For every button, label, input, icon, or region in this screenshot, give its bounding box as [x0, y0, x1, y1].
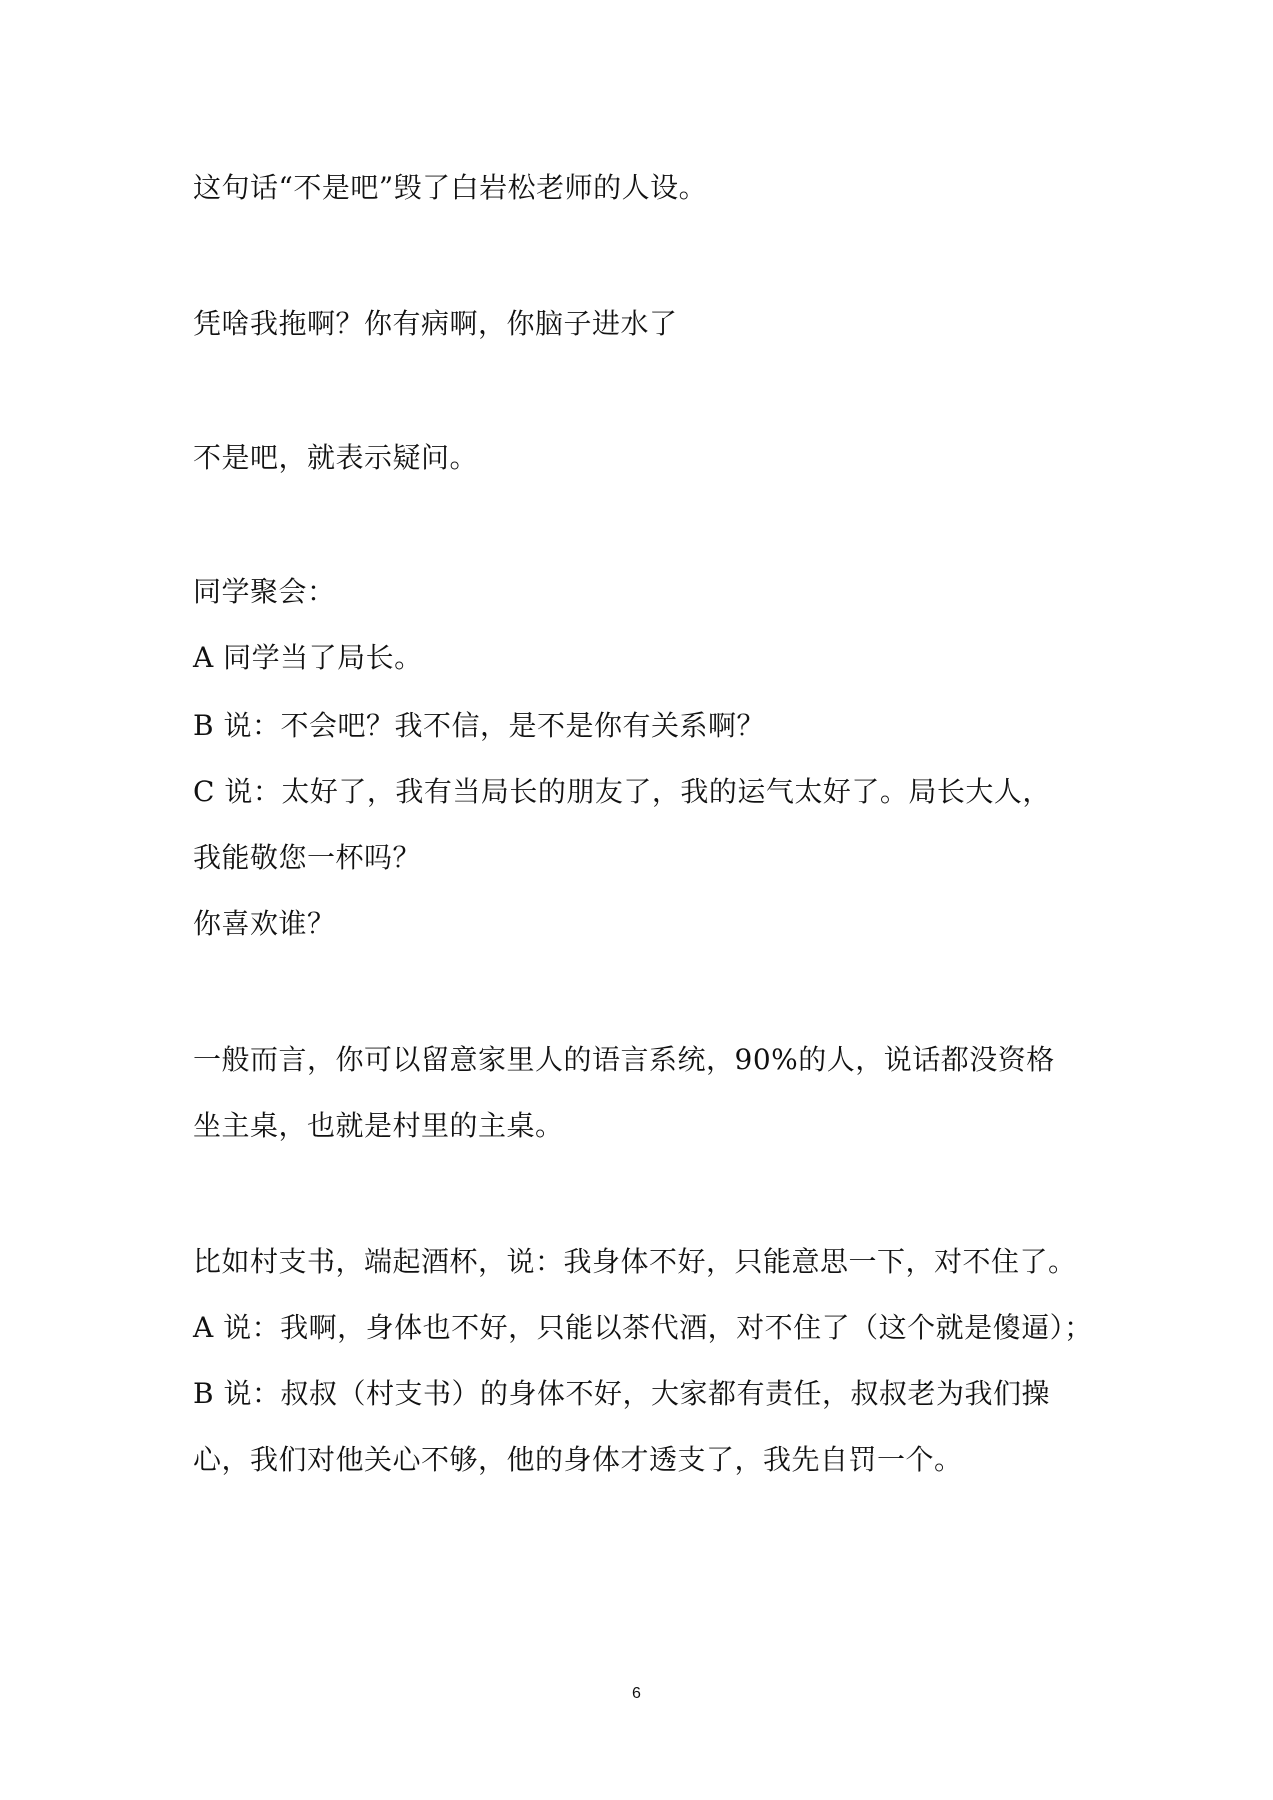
text-line: B 说：叔叔（村支书）的身体不好，大家都有责任，叔叔老为我们操	[193, 1377, 1050, 1410]
text-line: 不是吧，就表示疑问。	[193, 441, 479, 474]
text-line: 凭啥我拖啊？你有病啊，你脑子进水了	[193, 307, 678, 340]
text-line: A 说：我啊，身体也不好，只能以茶代酒，对不住了（这个就是傻逼）；	[193, 1311, 1093, 1344]
text-line: 心，我们对他关心不够，他的身体才透支了，我先自罚一个。	[193, 1443, 963, 1476]
text-line: 比如村支书，端起酒杯，说：我身体不好，只能意思一下，对不住了。	[193, 1245, 1077, 1278]
text-line: 你喜欢谁？	[193, 907, 336, 940]
text-line: A 同学当了局长。	[193, 641, 423, 674]
text-line: C 说：太好了，我有当局长的朋友了，我的运气太好了。局长大人，	[193, 775, 1051, 808]
text-line: 一般而言，你可以留意家里人的语言系统，90%的人，说话都没资格	[193, 1043, 1055, 1076]
text-line: 坐主桌，也就是村里的主桌。	[193, 1109, 564, 1142]
text-line: 我能敬您一杯吗？	[193, 841, 422, 874]
page-number: 6	[632, 1685, 641, 1702]
text-line: B 说：不会吧？我不信，是不是你有关系啊？	[193, 709, 765, 742]
text-line: 同学聚会：	[193, 575, 336, 608]
text-line: 这句话“不是吧”毁了白岩松老师的人设。	[193, 171, 708, 204]
